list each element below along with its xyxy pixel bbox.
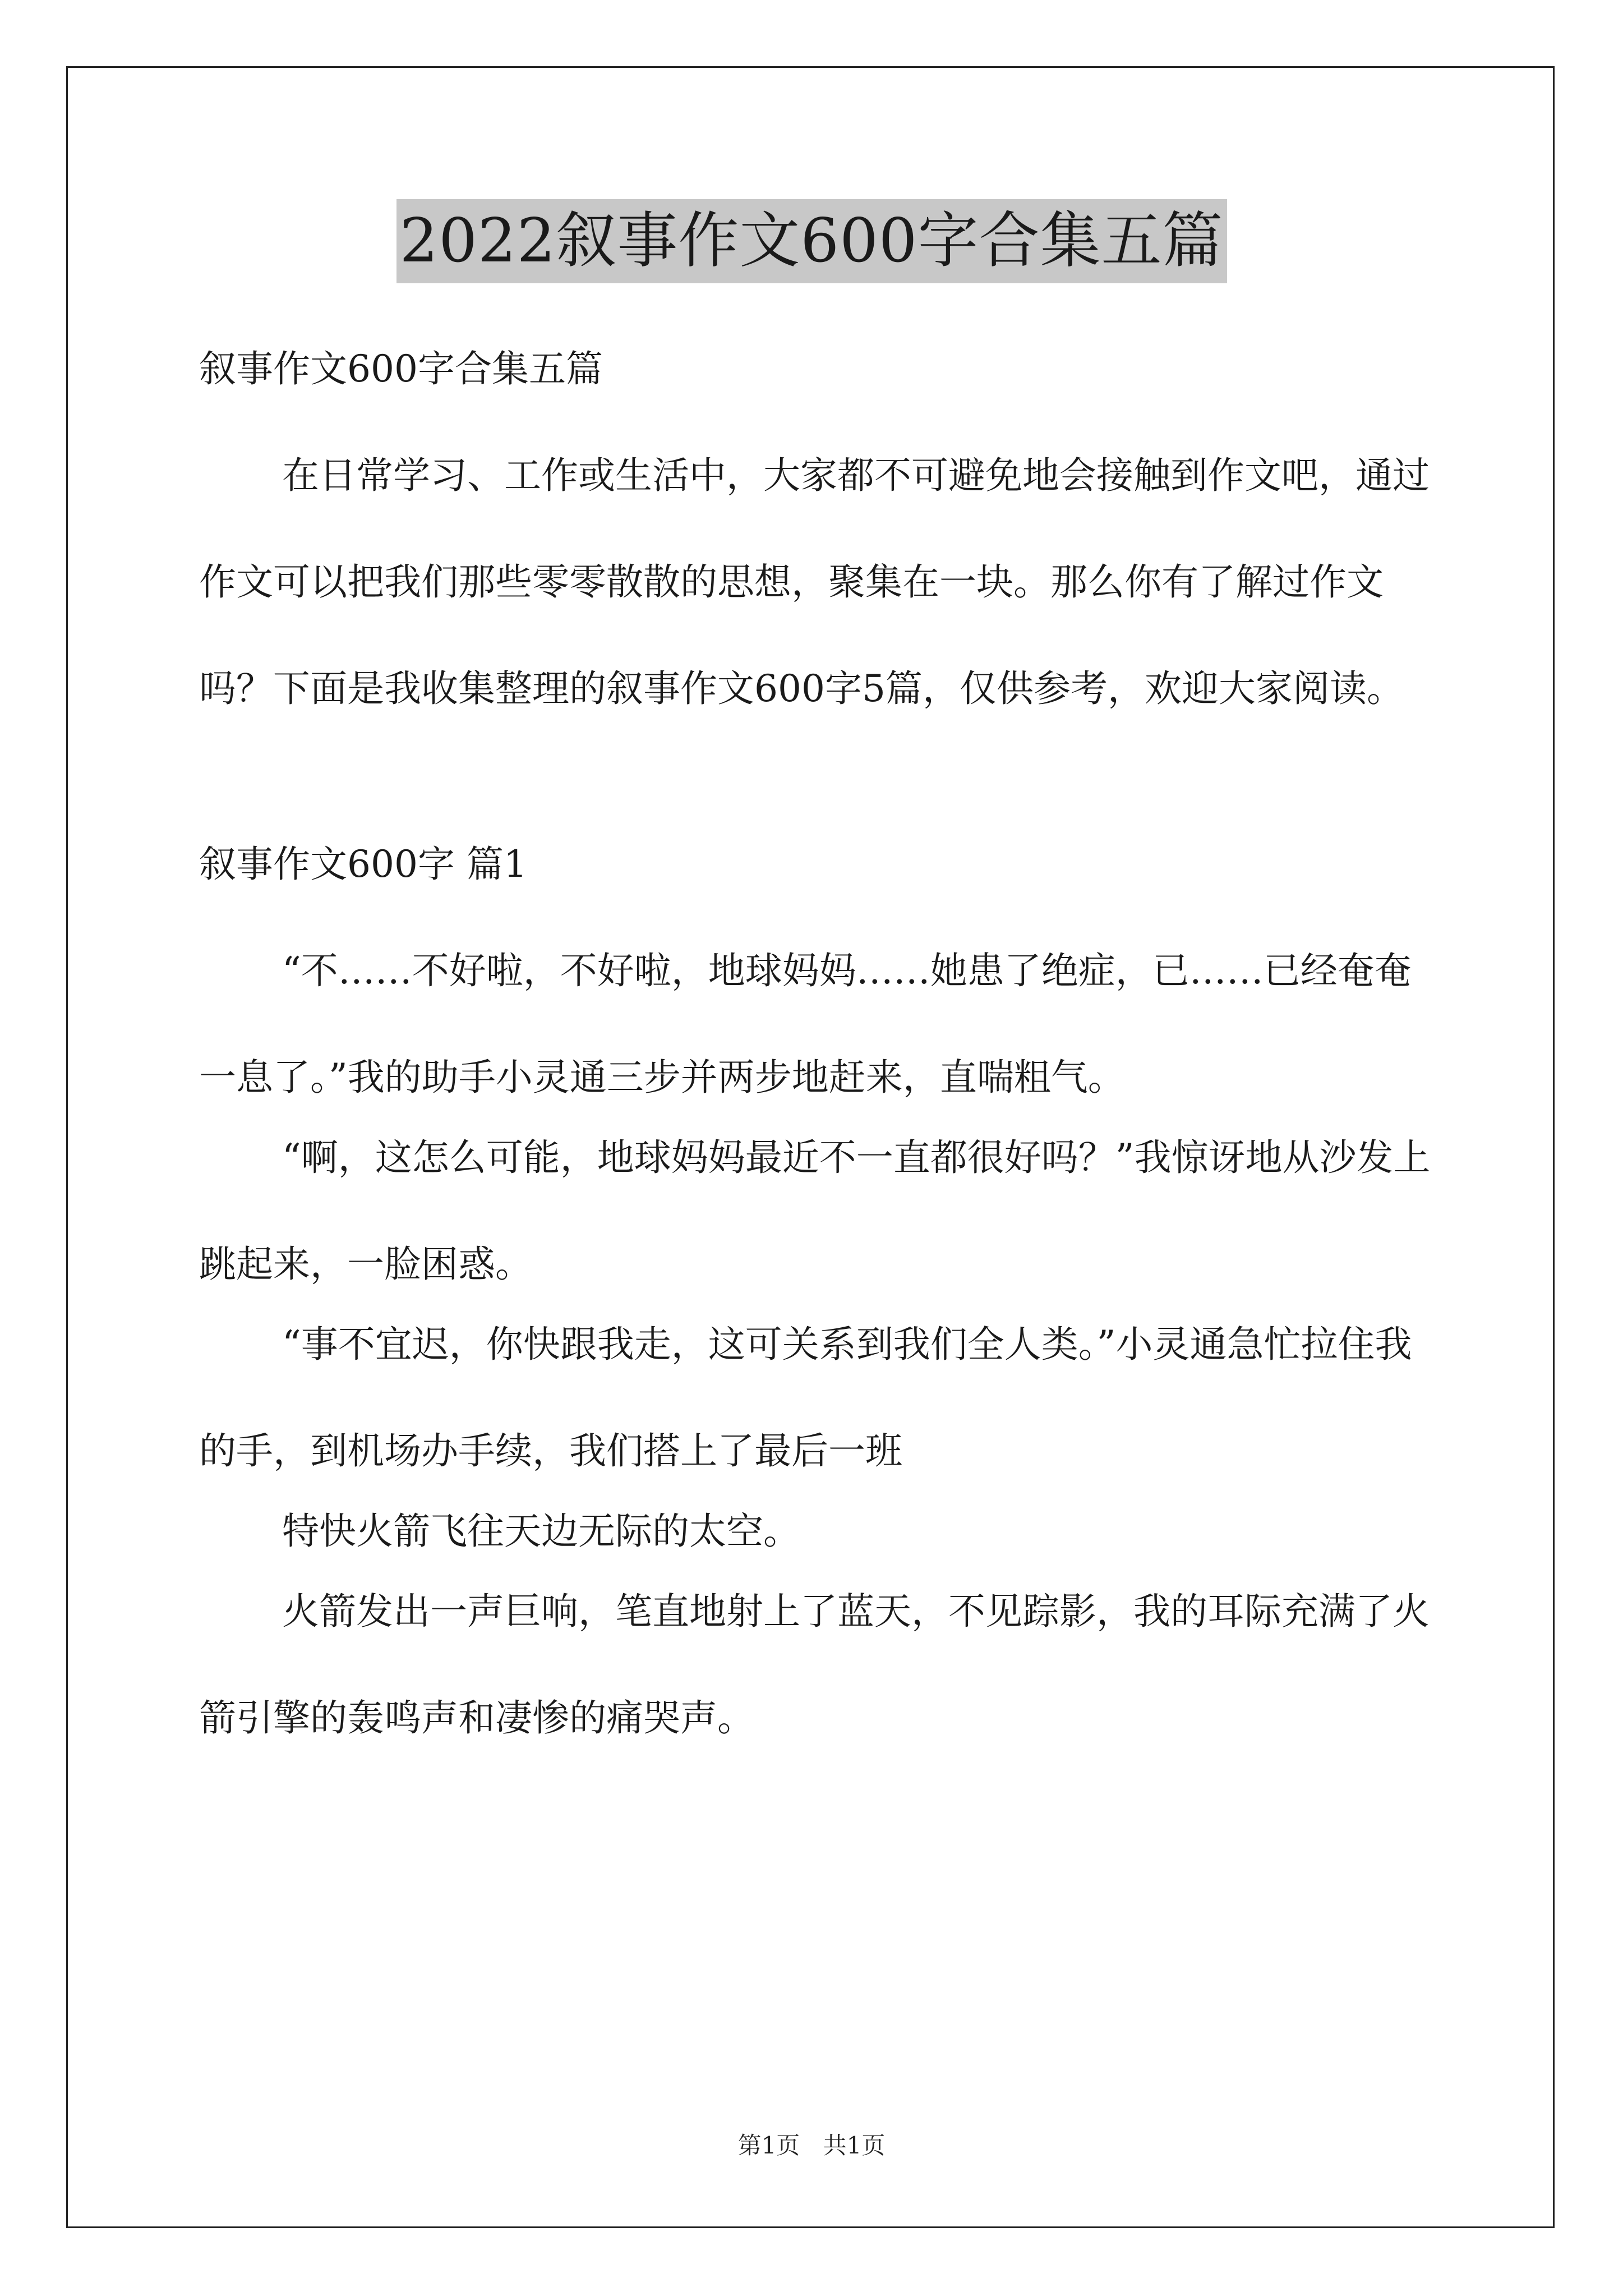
body-paragraph-2: “啊，这怎么可能，地球妈妈最近不一直都很好吗？”我惊讶地从沙发上跳起来，一脸困惑。 <box>199 1136 1431 1286</box>
body-paragraph-3: “事不宜迟，你快跟我走，这可关系到我们全人类。”小灵通急忙拉住我的手，到机场办手续，我们搭上了最后一班 <box>199 1323 1412 1473</box>
section-heading: 叙事作文600字 篇1 <box>199 843 527 886</box>
document-body <box>199 342 1433 1772</box>
title-container <box>0 199 1623 283</box>
document-title: 2022叙事作文600字合集五篇 <box>396 199 1227 283</box>
body-paragraph-4: 特快火箭飞往天边无际的太空。 <box>282 1510 800 1553</box>
body-paragraph-5: 火箭发出一声巨响，笔直地射上了蓝天，不见踪影，我的耳际充满了火箭引擎的轰鸣声和凄惨的痛哭声。 <box>199 1590 1430 1740</box>
intro-paragraph: 在日常学习、工作或生活中，大家都不可避免地会接触到作文吧，通过作文可以把我们那些零零散散的思想，聚集在一块。那么你有了解过作文吗？下面是我收集整理的叙事作文600字5篇，仅供参考，欢迎大家阅读。 <box>199 454 1430 710</box>
body-paragraph-1: “不……不好啦，不好啦，地球妈妈……她患了绝症，已……已经奄奄一息了。”我的助手小灵通三步并两步地赶来，直喘粗气。 <box>199 949 1412 1099</box>
page-total: 共1页 <box>823 2132 886 2159</box>
page-footer <box>0 2129 1623 2162</box>
section-spacer <box>199 742 1433 838</box>
page-number: 第1页 <box>737 2132 800 2159</box>
document-subtitle: 叙事作文600字合集五篇 <box>199 347 603 390</box>
